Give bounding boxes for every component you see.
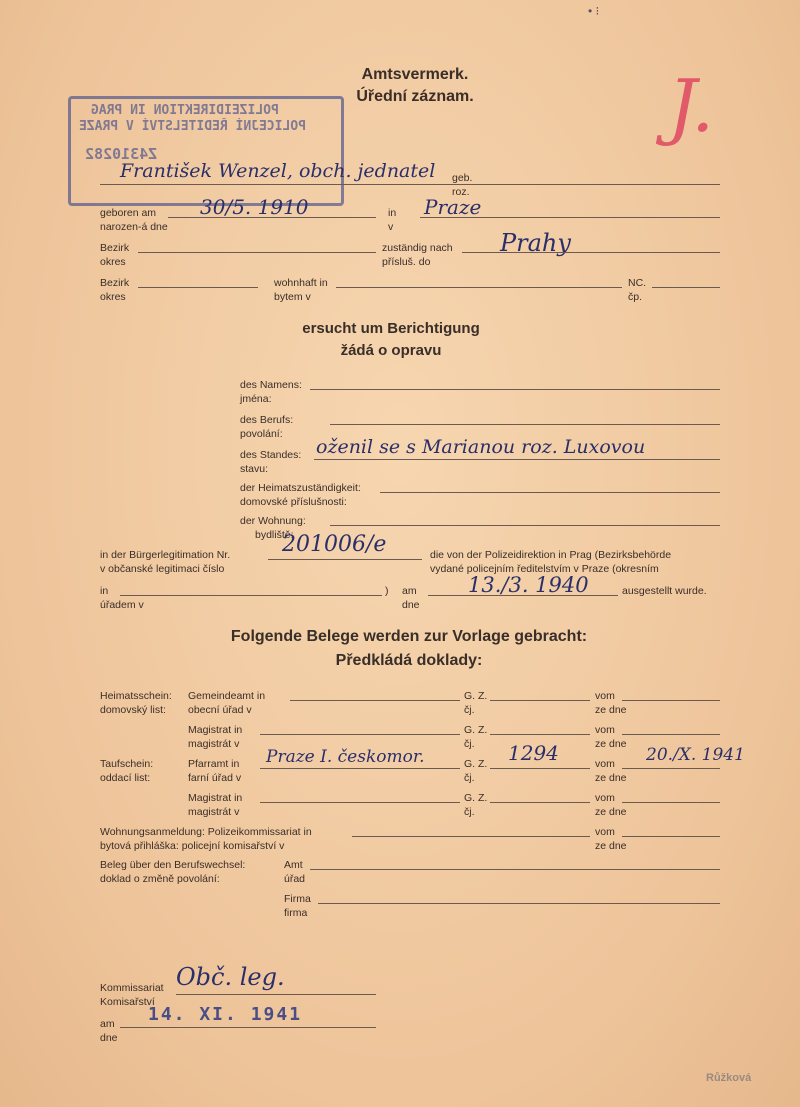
nc-cz: čp. <box>628 291 643 303</box>
gz4-de: G. Z. <box>464 792 488 804</box>
pfarramt-de: Pfarramt in <box>188 758 240 770</box>
district2-label-cz: okres <box>100 291 126 303</box>
born-date-line <box>168 217 376 218</box>
magistrat1-cz: magistrát v <box>188 738 240 750</box>
vom1-line <box>622 700 720 701</box>
vom4-de: vom <box>595 792 615 804</box>
kommissariat-line <box>176 994 376 995</box>
taufschein-de: Taufschein: <box>100 758 154 770</box>
gz4-cz: čj. <box>464 806 475 818</box>
request-heading-de: ersucht um Berichtigung <box>302 320 480 337</box>
kommissariat-cz: Komisařství <box>100 996 155 1008</box>
wohnung-cz: bydliště: <box>255 529 294 541</box>
vom4-line <box>622 802 720 803</box>
gz1-line <box>490 700 590 701</box>
born-place: Praze <box>424 195 482 219</box>
gz2-de: G. Z. <box>464 724 488 736</box>
wohnung-de: der Wohnung: <box>240 515 306 527</box>
gz1-cz: čj. <box>464 704 475 716</box>
wohnungs-de: Wohnungsanmeldung: Polizeikommissariat in <box>100 826 312 838</box>
vom5-de: vom <box>595 826 615 838</box>
born-date: 30/5. 1910 <box>200 195 309 219</box>
pfarramt-line <box>260 768 460 769</box>
stand-value: oženil se s Marianou roz. Luxovou <box>316 436 646 458</box>
heimat-line <box>380 492 720 493</box>
gemeindeamt-line <box>290 700 460 701</box>
gz3-cz: čj. <box>464 772 475 784</box>
amt-de: Amt <box>284 859 303 871</box>
gz3-de: G. Z. <box>464 758 488 770</box>
magistrat2-cz: magistrát v <box>188 806 240 818</box>
stand-line <box>314 459 720 460</box>
red-mark: J. <box>668 64 715 148</box>
in-label-cz: v <box>388 221 394 233</box>
docs-heading-cz: Předkládá doklady: <box>335 652 483 669</box>
zustandig-line <box>462 252 720 253</box>
vom3-cz: ze dne <box>595 772 627 784</box>
legit-number-line <box>268 559 422 560</box>
name-line <box>100 184 720 185</box>
title-de: Amtsvermerk. <box>361 66 469 83</box>
firma-de: Firma <box>284 893 311 905</box>
vom2-de: vom <box>595 724 615 736</box>
roz-label: roz. <box>452 186 470 198</box>
gz2-cz: čj. <box>464 738 475 750</box>
gz4-line <box>490 802 590 803</box>
docs-heading-de: Folgende Belege werden zur Vorlage gebracht: <box>230 628 588 645</box>
amt-line <box>310 869 720 870</box>
district-line <box>138 252 376 253</box>
district2-line <box>138 287 258 288</box>
beruf-line <box>330 424 720 425</box>
top-mark: • ⁝ <box>588 4 600 18</box>
district-label-cz: okres <box>100 256 126 268</box>
corner-mark: Růžková <box>706 1072 752 1084</box>
footer-am-line <box>120 1027 376 1028</box>
names-cz: jména: <box>240 393 272 405</box>
heimatschein-cz: domovský list: <box>100 704 166 716</box>
gz2-line <box>490 734 590 735</box>
vom3-line <box>622 768 720 769</box>
stand-cz: stavu: <box>240 463 269 475</box>
legit-date-line <box>428 595 618 596</box>
heimat-de: der Heimatszuständigkeit: <box>240 482 361 494</box>
born-label-de: geboren am <box>100 207 157 219</box>
wohnhaft-line <box>336 287 622 288</box>
magistrat1-line <box>260 734 460 735</box>
wohnung-line <box>330 525 720 526</box>
gemeindeamt-de: Gemeindeamt in <box>188 690 266 702</box>
zustandig-de: zuständig nach <box>382 242 453 254</box>
wohnhaft-de: wohnhaft in <box>274 277 328 289</box>
geb-label: geb. <box>452 172 473 184</box>
gz3-line <box>490 768 590 769</box>
legit-number: 201006/e <box>282 532 387 557</box>
wohnungs-cz: bytová přihláška: policejní komisařství v <box>100 840 285 852</box>
legit-paren: ) <box>385 585 389 597</box>
legit-am-cz: dne <box>402 599 420 611</box>
beruf-cz: povolání: <box>240 428 283 440</box>
pfarramt-value: Praze I. českomor. <box>266 747 425 767</box>
vom2-line <box>622 734 720 735</box>
vom5-line <box>622 836 720 837</box>
wohnhaft-cz: bytem v <box>274 291 311 303</box>
zustandig-cz: přísluš. do <box>382 256 431 268</box>
nc-de: NC. <box>628 277 647 289</box>
district2-label-de: Bezirk <box>100 277 130 289</box>
heimat-cz: domovské příslušnosti: <box>240 496 347 508</box>
beruf-de: des Berufs: <box>240 414 294 426</box>
magistrat2-de: Magistrat in <box>188 792 243 804</box>
beleg-de: Beleg über den Berufswechsel: <box>100 859 246 871</box>
legit-label-de: in der Bürgerlegitimation Nr. <box>100 549 231 561</box>
names-de: des Namens: <box>240 379 302 391</box>
stamp-line1: POLIZEIDIREKTION IN PRAG <box>91 103 279 118</box>
legit-label-cz: v občanské legitimaci číslo <box>100 563 225 575</box>
legit-ausgestellt: ausgestellt wurde. <box>622 585 707 597</box>
request-heading-cz: žádá o opravu <box>340 342 442 359</box>
nc-line <box>652 287 720 288</box>
amt-cz: úřad <box>284 873 306 885</box>
firma-cz: firma <box>284 907 308 919</box>
vom1-de: vom <box>595 690 615 702</box>
zustandig-value: Prahy <box>500 229 571 257</box>
taufschein-cz: oddací list: <box>100 772 151 784</box>
legit-issued-de: die von der Polizeidirektion in Prag (Bezirksbehörde <box>430 549 672 561</box>
born-label-cz: narozen-á dne <box>100 221 168 233</box>
pfarramt-cz: farní úřad v <box>188 772 242 784</box>
beleg-cz: doklad o změně povolání: <box>100 873 220 885</box>
vom4-cz: ze dne <box>595 806 627 818</box>
name-value: František Wenzel, obch. jednatel <box>120 160 436 182</box>
vom2-cz: ze dne <box>595 738 627 750</box>
legit-issued-cz: vydané policejním ředitelstvím v Praze (okresním <box>430 563 659 575</box>
district-label-de: Bezirk <box>100 242 130 254</box>
heimatschein-de: Heimatsschein: <box>100 690 172 702</box>
firma-line <box>318 903 720 904</box>
stand-de: des Standes: <box>240 449 302 461</box>
date-stamp: 14. XI. 1941 <box>148 1004 303 1025</box>
kommissariat-de: Kommissariat <box>100 982 164 994</box>
gemeindeamt-cz: obecní úřad v <box>188 704 252 716</box>
names-line <box>310 389 720 390</box>
vom3-value: 20./X. 1941 <box>646 745 745 765</box>
wohnungs-line <box>352 836 590 837</box>
legit-in-de: in <box>100 585 109 597</box>
stamp-line2: POLICEJNÍ ŘEDITELSTVÍ V PRAZE <box>79 119 306 134</box>
stamp-number: Z4310282 <box>85 145 158 163</box>
footer-am-de: am <box>100 1018 115 1030</box>
vom3-de: vom <box>595 758 615 770</box>
legit-am-de: am <box>402 585 417 597</box>
vom1-cz: ze dne <box>595 704 627 716</box>
gz3-value: 1294 <box>508 741 559 765</box>
legit-date: 13./3. 1940 <box>468 573 589 597</box>
magistrat2-line <box>260 802 460 803</box>
in-label-de: in <box>388 207 397 219</box>
kommissariat-value: Obč. leg. <box>176 963 285 991</box>
gz1-de: G. Z. <box>464 690 488 702</box>
footer-am-cz: dne <box>100 1032 118 1044</box>
legit-in-line <box>120 595 382 596</box>
title-cz: Úřední záznam. <box>356 88 474 105</box>
legit-in-cz: úřadem v <box>100 599 144 611</box>
police-stamp <box>68 96 344 206</box>
vom5-cz: ze dne <box>595 840 627 852</box>
born-place-line <box>420 217 720 218</box>
magistrat1-de: Magistrat in <box>188 724 243 736</box>
